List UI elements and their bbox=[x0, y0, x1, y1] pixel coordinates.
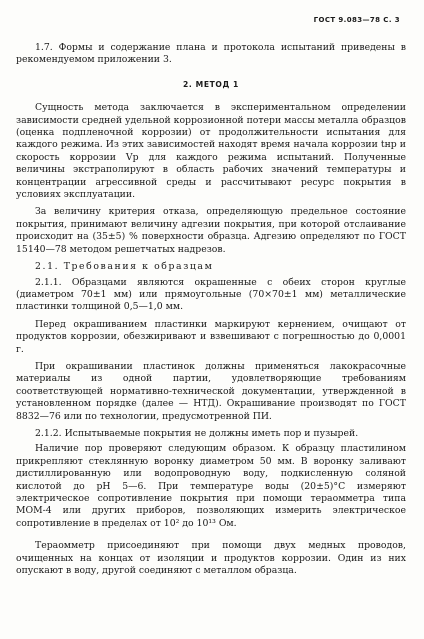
section-title: 2. МЕТОД 1 bbox=[183, 79, 239, 89]
paragraph-marking: Перед окрашиванием пластинки маркируют кернением, очищают от продуктов коррозии, обезжиривают и взвешивают с погрешностью до 0,0001 г. bbox=[16, 318, 406, 355]
page-body bbox=[16, 42, 406, 582]
paragraph-failure-criterion: За величину критерия отказа, определяющую предельное состояние покрытия, принимают величину адгезии покрытия, при которой отслаивание происходит на (35±5) % поверхности образца. Адгезию определяют по ГОСТ 15140—78 методом решетчатых надрезов. bbox=[16, 206, 406, 255]
paragraph-2-1-2: 2.1.2. Испытываемые покрытия не должны иметь пор и пузырей. bbox=[35, 427, 359, 439]
paragraph-pore-check: Наличие пор проверяют следующим образом. К образцу пластилином прикрепляют стеклянную воронку диаметром 50 мм. В воронку заливают дистиллированную или водопроводную воду, подкисленную соляной кислотой до рН 5—6. При температуре воды (20±5)°С измеряют электрическое сопротивление покрытия при помощи тераомметра типа МОМ-4 или других приборов, позволяющих измерить электрическое сопротивление в пределах от 10² до 10¹³ Ом. bbox=[16, 443, 406, 529]
paragraph-teraohmmeter: Тераомметр присоединяют при помощи двух медных проводов, очищенных на концах от изоляции и продуктов коррозии. Один из них опускают в воду, другой соединяют с металлом образца. bbox=[16, 540, 406, 577]
running-header: ГОСТ 9.083—78 С. 3 bbox=[313, 16, 400, 24]
paragraph-1-7: 1.7. Формы и содержание плана и протокола испытаний приведены в рекомендуемом приложении 3. bbox=[16, 42, 406, 66]
paragraph-method-essence: Сущность метода заключается в экспериментальном определении зависимости средней удельной коррозионной потери массы металла образцов (оценка подпленочной коррозии) от продолжительности испытания для каждого режима. Из этих зависимостей находят время начала коррозии tнр и скорость коррозии Vр для каждого режима испытаний. Полученные величины экстраполируют в область рабочих значений температуры и концентрации агрессивной среды и рассчитывают ресурс покрытия в условиях эксплуатации. bbox=[16, 102, 406, 201]
subsection-heading-2-1: 2.1. Требования к образцам bbox=[35, 261, 214, 273]
paragraph-painting: При окрашивании пластинок должны применяться лакокрасочные материалы из одной партии, удовлетворяющие требованиям соответствующей нормативно-технической документации, утвержденной в установленном порядке (далее — НТД). Окрашивание производят по ГОСТ 8832—76 или по технологии, предусмотренной ПИ. bbox=[16, 360, 406, 422]
paragraph-2-1-1: 2.1.1. Образцами являются окрашенные с обеих сторон круглые (диаметром 70±1 мм) или прямоугольные (70×70±1 мм) металлические пластинки толщиной 0,5—1,0 мм. bbox=[16, 276, 406, 313]
